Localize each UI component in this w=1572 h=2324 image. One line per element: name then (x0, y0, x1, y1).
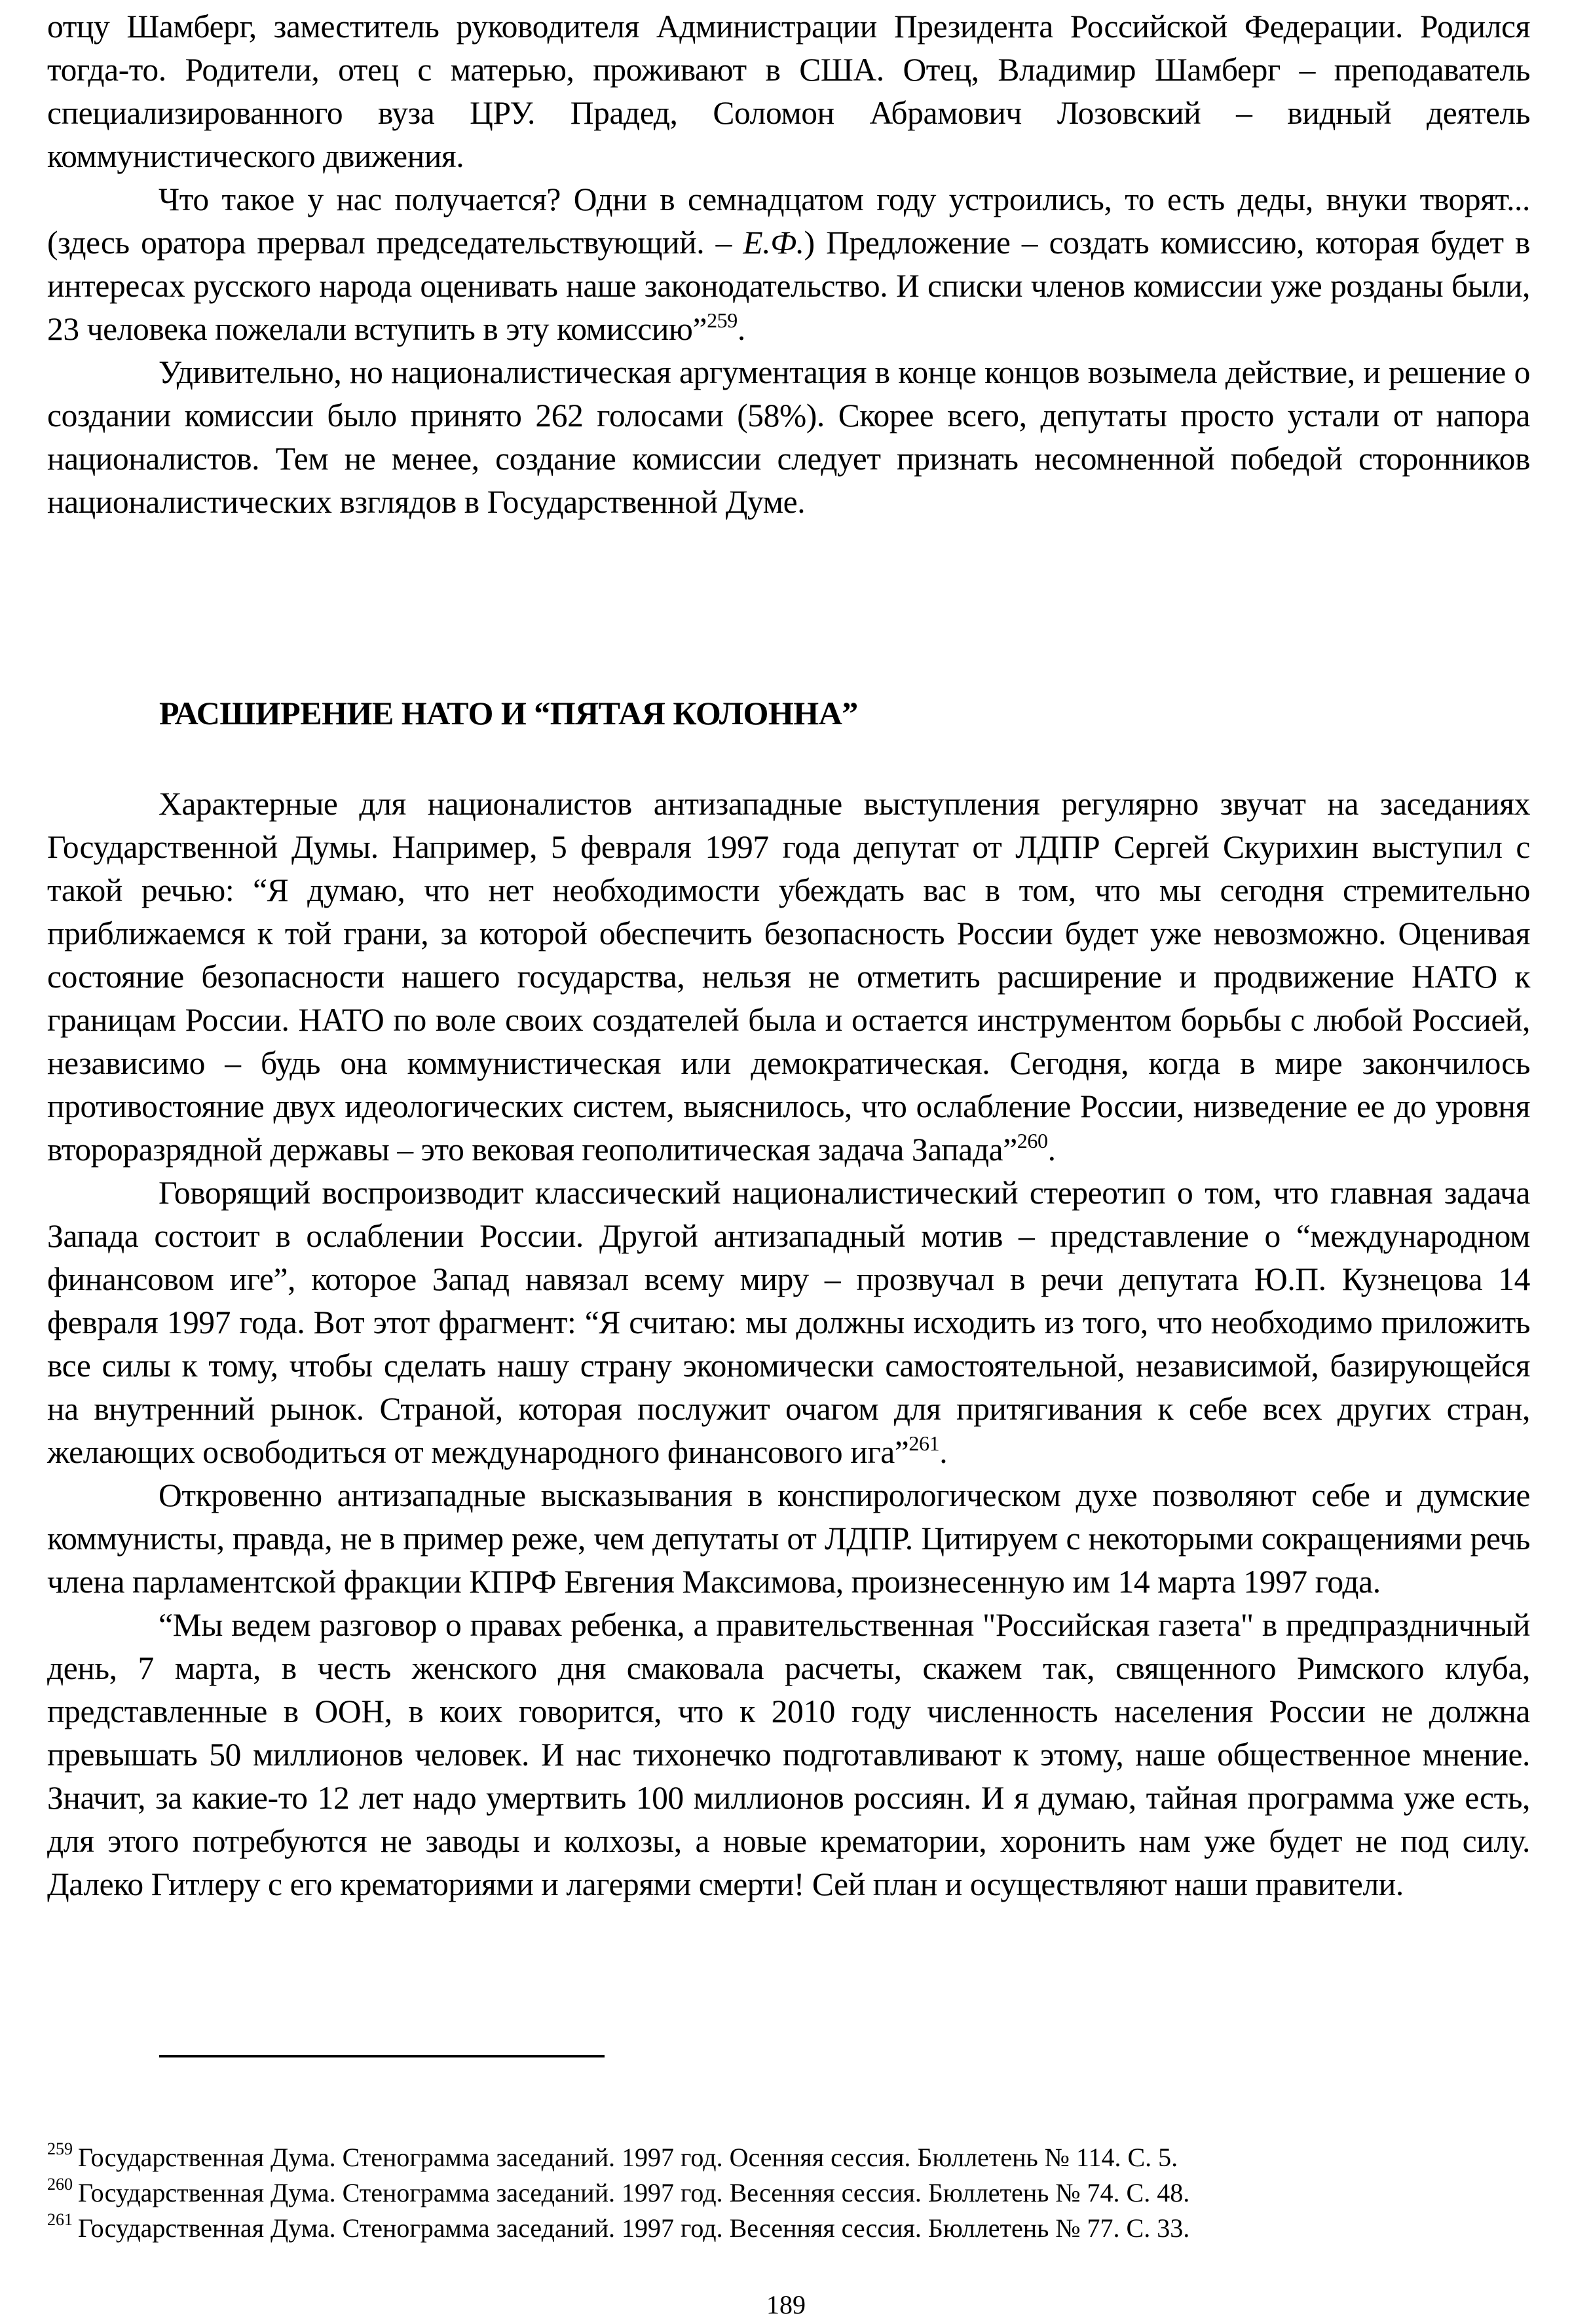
text-run: ) Предложение – создать комиссию, которая будет в интересах русского народа оценивать наше законодательство. И списки членов комиссии уже розданы были, 23 человека пожелали вступить в эту комиссию” (47, 225, 1531, 347)
paragraph: Удивительно, но националистическая аргументация в конце концов возымела действие, и решение о создании комиссии было принято 262 голосами (58%). Скорее всего, депутаты просто устали от напора националистов. Тем не менее, создание комиссии следует признать несомненной победой сторонников националистических взглядов в Государственной Думе. (47, 354, 1530, 520)
page-number: 189 (766, 2290, 806, 2319)
section-text-block (47, 783, 1530, 1906)
footnote-number: 259 (47, 2139, 73, 2158)
quote-paragraph: “Мы ведем разговор о правах ребенка, а правительственная "Российская газета" в предпраздничный день, 7 марта, в честь женского дня смаковала расчеты, скажем так, священного Римского клуба, представленные в ООН, в коих говорится, что к 2010 году численность населения России не должна превышать 50 миллионов человек. И нас тихонечко подготавливают к этому, наше общественное мнение. Значит, за какие-то 12 лет надо умертвить 100 миллионов россиян. И я думаю, тайная программа уже есть, для этого потребуются не заводы и колхозы, а новые крематории, хоронить нам уже будет не под силу. Далеко Гитлеру с его крематориями и лагерями смерти! Сей план и осуществляют наши правители. (47, 1607, 1530, 1902)
paragraph: Откровенно антизападные высказывания в конспирологическом духе позволяют себе и думские коммунисты, правда, не в пример реже, чем депутаты от ЛДПР. Цитируем с некоторыми сокращениями речь члена парламентской фракции КПРФ Евгения Максимова, произнесенную им 14 марта 1997 года. (47, 1477, 1530, 1600)
paragraph (47, 783, 1530, 1171)
footnotes (47, 2140, 1530, 2246)
text-run: . (1047, 1132, 1056, 1168)
text-run: Говорящий воспроизводит классический националистический стереотип о том, что главная задача Запада состоит в ослаблении России. Другой антизападный мотив – представление о “международном финансовом иге”, которое Запад навязал всему миру – прозвучал в речи депутата Ю.П. Кузнецова 14 февраля 1997 года. Вот этот фрагмент: “Я считаю: мы должны исходить из того, что необходимо приложить все силы к тому, чтобы сделать нашу страну экономически самостоятельной, независимой, базирующейся на внутренний рынок. Страной, которая послужит очагом для притягивания к себе всех других стран, желающих освободиться от международного финансового ига” (47, 1175, 1530, 1470)
footnote-ref-259[interactable]: 259 (707, 308, 738, 332)
footnote-259 (47, 2140, 1530, 2175)
footnote-number: 261 (47, 2209, 73, 2229)
author-initials: Е.Ф. (743, 225, 804, 261)
footnote-ref-260[interactable]: 260 (1017, 1128, 1048, 1153)
footnote-text: Государственная Дума. Стенограмма заседаний. 1997 год. Осенняя сессия. Бюллетень № 114. С. 5. (78, 2143, 1178, 2172)
text-run: . (737, 311, 745, 347)
paragraph (47, 1171, 1530, 1474)
section-heading: РАСШИРЕНИЕ НАТО И “ПЯТАЯ КОЛОННА” (159, 695, 858, 731)
footnote-separator (159, 2055, 605, 2057)
text-run: . (939, 1434, 948, 1470)
text-run: Что такое у нас получается? Одни в семнадцатом году устроились, то есть деды, внуки творят... (здесь оратора прервал председательствующий. – (47, 181, 1530, 261)
text-run: Характерные для националистов антизападные выступления регулярно звучат на заседаниях Государственной Думы. Например, 5 февраля 1997 года депутат от ЛДПР Сергей Скурихин выступил с такой речью: “Я думаю, что нет необходимости убеждать вас в том, что мы сегодня стремительно приближаемся к той грани, за которой обеспечить безопасность России будет уже невозможно. Оценивая состояние безопасности нашего государства, нельзя не отметить расширение и продвижение НАТО к границам России. НАТО по воле своих создателей была и остается инструментом борьбы с любой Россией, независимо – будь она коммунистическая или демократическая. Сегодня, когда в мире закончилось противостояние двух идеологических систем, выяснилось, что ослабление России, низведение ее до уровня второразрядной державы – это вековая геополитическая задача Запада” (47, 786, 1530, 1168)
footnote-ref-261[interactable]: 261 (908, 1431, 940, 1455)
paragraph-quote-continued (47, 178, 1530, 351)
footnote-text: Государственная Дума. Стенограмма заседаний. 1997 год. Весенняя сессия. Бюллетень № 77. С. 33. (78, 2213, 1190, 2243)
footnote-text: Государственная Дума. Стенограмма заседаний. 1997 год. Весенняя сессия. Бюллетень № 74. С. 48. (78, 2178, 1190, 2207)
footnote-260 (47, 2175, 1530, 2211)
paragraph-continued: отцу Шамберг, заместитель руководителя Администрации Президента Российской Федерации. Родился тогда-то. Родители, отец с матерью, проживают в США. Отец, Владимир Шамберг – преподаватель специализированного вуза ЦРУ. Прадед, Соломон Абрамович Лозовский – видный деятель коммунистического движения. (47, 9, 1530, 174)
footnote-261 (47, 2211, 1530, 2246)
footnote-number: 260 (47, 2174, 73, 2194)
top-text-block (47, 5, 1530, 524)
